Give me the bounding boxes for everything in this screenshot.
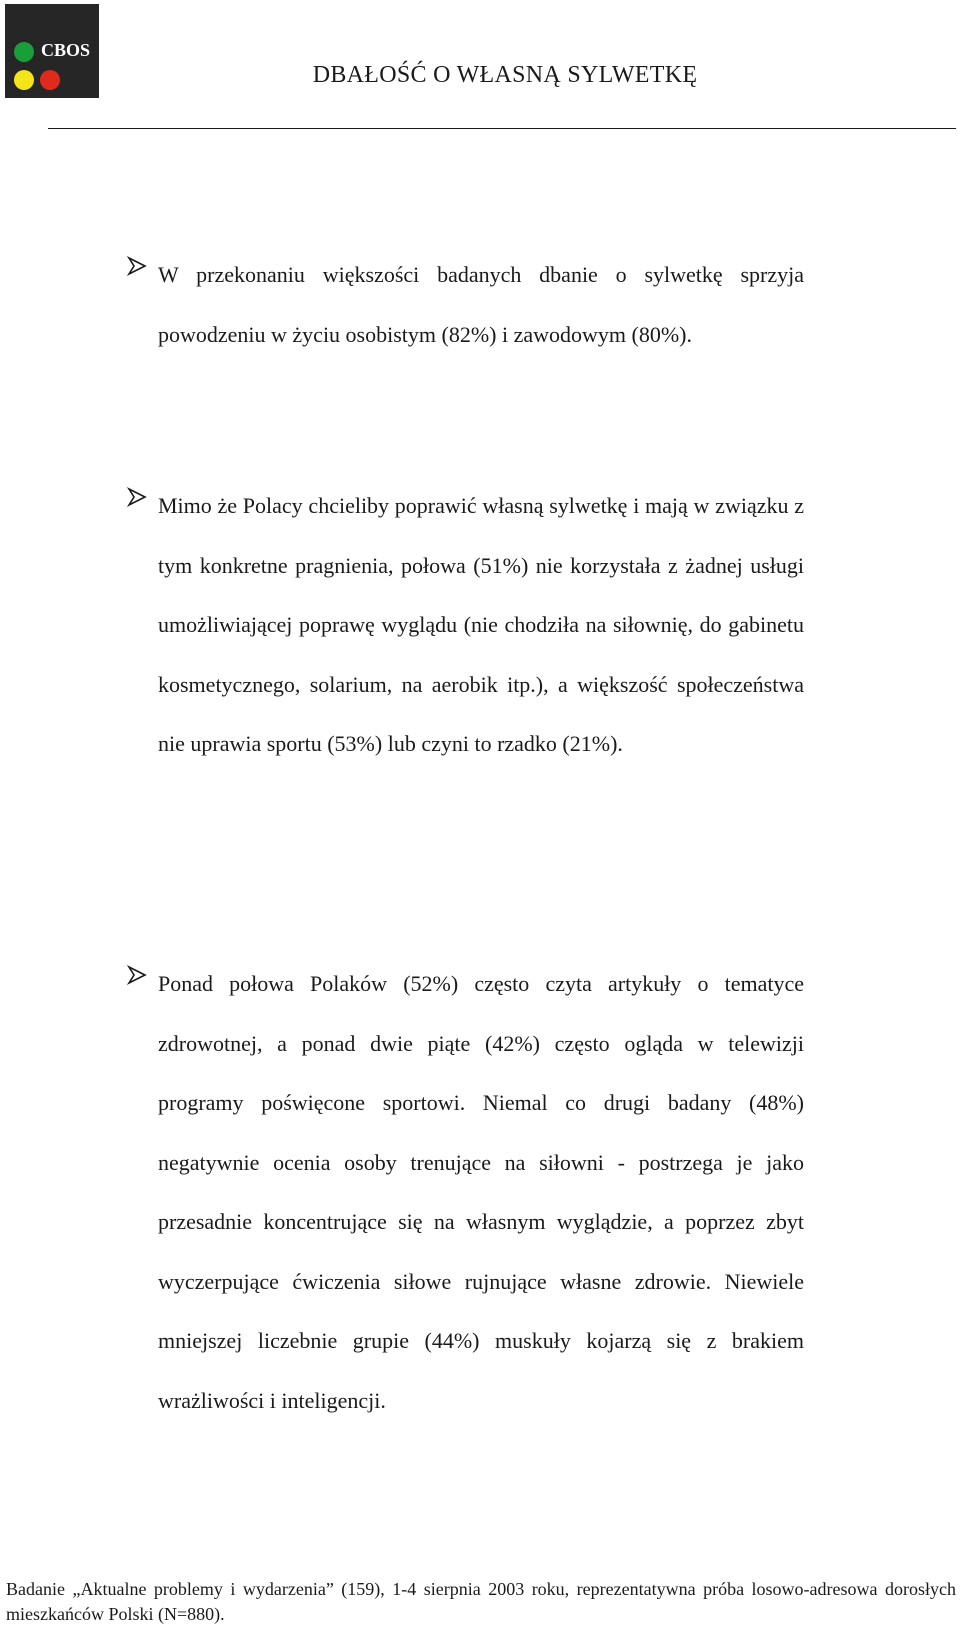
bullet-item xyxy=(126,476,804,774)
arrowhead-bullet-icon xyxy=(126,486,148,508)
arrowhead-bullet-icon xyxy=(126,964,148,986)
page-title: DBAŁOŚĆ O WŁASNĄ SYLWETKĘ xyxy=(312,62,698,88)
header-divider xyxy=(48,128,956,129)
footer-note: Badanie „Aktualne problemy i wydarzenia” (159), 1-4 sierpnia 2003 roku, reprezentatywna próba losowo-adresowa dorosłych mieszkańców Polski (N=880). xyxy=(6,1579,956,1624)
bullet-text: W przekonaniu większości badanych dbanie o sylwetkę sprzyja powodzeniu w życiu osobistym (82%) i zawodowym (80%). xyxy=(158,262,804,347)
logo-text: CBOS xyxy=(41,40,91,60)
arrowhead-bullet-icon xyxy=(126,255,148,277)
logo-green-dot xyxy=(14,42,34,62)
bullet-item xyxy=(126,245,804,364)
bullet-text: Ponad połowa Polaków (52%) często czyta artykuły o tematyce zdrowotnej, a ponad dwie piąte (42%) często ogląda w telewizji programy poświęcone sportowi. Niemal co drugi badany (48%) negatywnie ocenia osoby trenujące na siłowni - postrzega je jako przesadnie koncentrujące się na własnym wyglądzie, a poprzez zbyt wyczerpujące ćwiczenia siłowe rujnujące własne zdrowie. Niewiele mniejszej liczebnie grupie (44%) muskuły kojarzą się z brakiem wrażliwości i inteligencji. xyxy=(158,971,804,1413)
bullet-item xyxy=(126,954,804,1430)
bullet-text: Mimo że Polacy chcieliby poprawić własną sylwetkę i mają w związku z tym konkretne pragnienia, połowa (51%) nie korzystała z żadnej usługi umożliwiającej poprawę wyglądu (nie chodziła na siłownię, do gabinetu kosmetycznego, solarium, na aerobik itp.), a większość społeczeństwa nie uprawia sportu (53%) lub czyni to rzadko (21%). xyxy=(158,493,804,756)
